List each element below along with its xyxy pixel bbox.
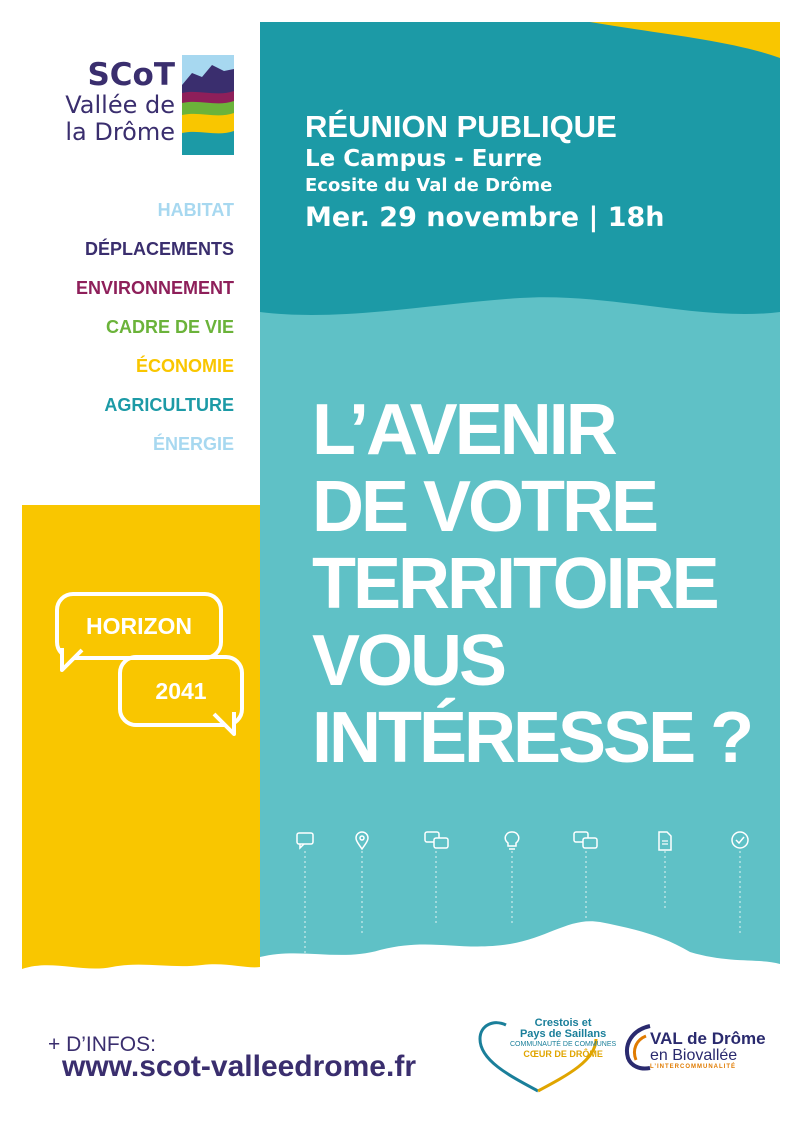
chat-icon xyxy=(295,830,315,850)
logo-line-2: la Drôme xyxy=(65,118,175,146)
partner-1-sub: COMMUNAUTÉ DE COMMUNES xyxy=(510,1041,617,1048)
yellow-panel-wave xyxy=(22,955,260,977)
bubble-tail-icon xyxy=(208,712,238,738)
theme-item: HABITAT xyxy=(157,200,234,220)
partner-2-line-1: VAL de Drôme xyxy=(650,1029,766,1048)
partner-2-line-3: L’INTERCOMMUNALITÉ xyxy=(650,1064,736,1070)
theme-item: ÉNERGIE xyxy=(152,434,234,454)
headline-line-4: VOUS xyxy=(312,621,505,701)
theme-item: ENVIRONNEMENT xyxy=(75,278,234,298)
theme-item: DÉPLACEMENTS xyxy=(84,239,234,259)
theme-item: ÉCONOMIE xyxy=(135,356,234,376)
event-info xyxy=(305,110,665,238)
theme-item: AGRICULTURE xyxy=(104,395,234,415)
partner-1-name-1: Crestois et xyxy=(534,1017,592,1029)
footer-url-link[interactable]: www.scot-valleedrome.fr xyxy=(62,1050,416,1083)
event-place: Le Campus - Eurre xyxy=(305,146,543,172)
footer-label: + D’INFOS: xyxy=(48,1033,156,1056)
event-date: Mer. 29 novembre | 18h xyxy=(305,202,665,233)
logo-line-1: Vallée de xyxy=(65,91,175,119)
icon-row xyxy=(290,825,760,955)
logo-title: SCoT xyxy=(87,57,175,93)
chat-bubbles-icon xyxy=(573,830,599,852)
event-subplace: Ecosite du Val de Drôme xyxy=(305,175,553,196)
headline-line-2: DE VOTRE xyxy=(312,467,657,547)
check-circle-icon xyxy=(730,830,750,850)
landscape-logo-icon xyxy=(182,55,234,155)
scot-logo-text xyxy=(40,58,175,146)
partner-1-name-2: Pays de Saillans xyxy=(519,1028,607,1040)
horizon-label: HORIZON xyxy=(85,613,193,639)
partner-1-accent: CŒUR DE DRÔME xyxy=(523,1049,603,1059)
yellow-panel xyxy=(22,505,260,975)
headline-line-1: L’AVENIR xyxy=(312,390,615,470)
chat-bubbles-icon xyxy=(424,830,450,852)
theme-item: CADRE DE VIE xyxy=(105,317,234,337)
headline-line-3: TERRITOIRE xyxy=(312,544,717,624)
theme-list xyxy=(76,200,234,473)
document-icon xyxy=(656,830,674,852)
partner-2-line-2: en Biovallée xyxy=(650,1047,738,1064)
horizon-year: 2041 xyxy=(155,678,207,704)
headline-line-5: INTÉRESSE ? xyxy=(312,698,752,778)
event-title: RÉUNION PUBLIQUE xyxy=(305,109,617,144)
bubble-tail-icon xyxy=(60,648,90,674)
partner-logo-val-de-drome xyxy=(650,1030,766,1070)
location-pin-icon xyxy=(352,830,372,850)
partner-logo-coeur-de-drome xyxy=(510,1018,616,1059)
headline xyxy=(312,392,782,777)
lightbulb-icon xyxy=(502,830,522,852)
